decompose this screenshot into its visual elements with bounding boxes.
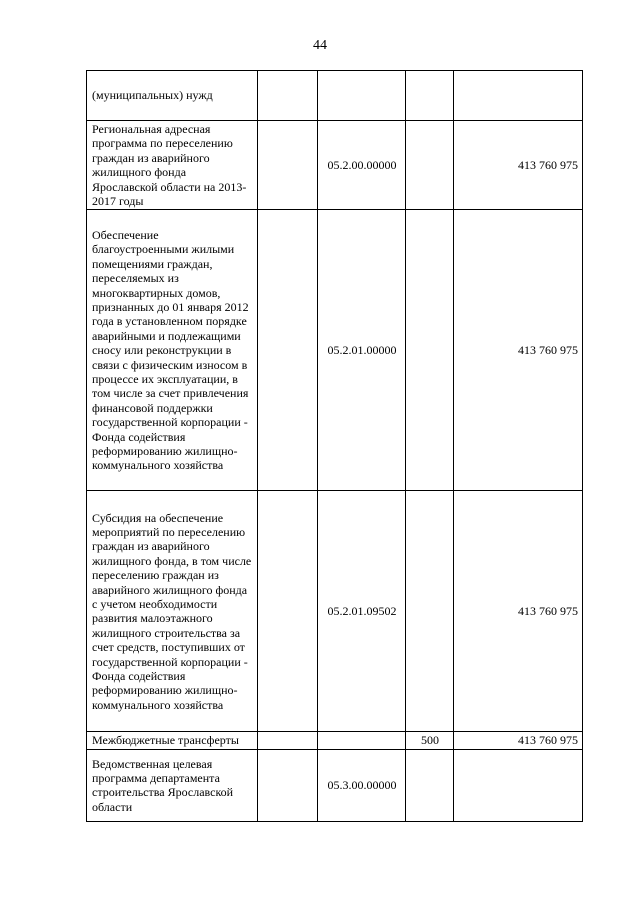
row-name: Субсидия на обеспечение мероприятий по переселению граждан из аварийного жилищного фонда, в том числе переселению граждан из аварийного жилищного фонда с учетом необходимости развития малоэтажного жилищного строительства за счет средств, поступивших от государственной корпорации - Фонда содействия реформированию жилищно-коммунального хозяйства [87,491,258,732]
row-amount: 413 760 975 [454,210,583,491]
row-name: Региональная адресная программа по переселению граждан из аварийного жилищного фонда Ярославской области на 2013-2017 годы [87,121,258,210]
row-code [318,732,406,749]
row-code: 05.2.01.09502 [318,491,406,732]
row-amount: 413 760 975 [454,732,583,749]
row-expense-type [406,121,454,210]
row-code: 05.2.01.00000 [318,210,406,491]
row-code: 05.2.00.00000 [318,121,406,210]
row-name: Обеспечение благоустроенными жилыми помещениями граждан, переселяемых из многоквартирных домов, признанных до 01 января 2012 года в установленном порядке аварийными и подлежащими сносу или реконструкции в связи с физическим износом в процессе их эксплуатации, в том числе за счет привлечения финансовой поддержки государственной корпорации - Фонда содействия реформированию жилищно-коммунального хозяйства [87,210,258,491]
row-empty-cell [258,71,318,121]
page-number: 44 [313,38,327,53]
table-row [87,491,583,732]
row-name: Ведомственная целевая программа департамента строительства Ярославской области [87,749,258,821]
table-row [87,210,583,491]
row-name: Межбюджетные трансферты [87,732,258,749]
budget-table [86,70,583,822]
row-expense-type [406,491,454,732]
row-empty-cell [258,121,318,210]
row-empty-cell [258,732,318,749]
row-amount [454,71,583,121]
row-expense-type [406,210,454,491]
row-empty-cell [258,491,318,732]
row-expense-type [406,749,454,821]
row-empty-cell [258,210,318,491]
row-name: (муниципальных) нужд [87,71,258,121]
row-empty-cell [258,749,318,821]
row-code: 05.3.00.00000 [318,749,406,821]
row-amount: 413 760 975 [454,491,583,732]
row-code [318,71,406,121]
row-expense-type: 500 [406,732,454,749]
row-amount [454,749,583,821]
table-row [87,121,583,210]
table-row [87,749,583,821]
row-amount: 413 760 975 [454,121,583,210]
table-row [87,71,583,121]
row-expense-type [406,71,454,121]
table-row [87,732,583,749]
